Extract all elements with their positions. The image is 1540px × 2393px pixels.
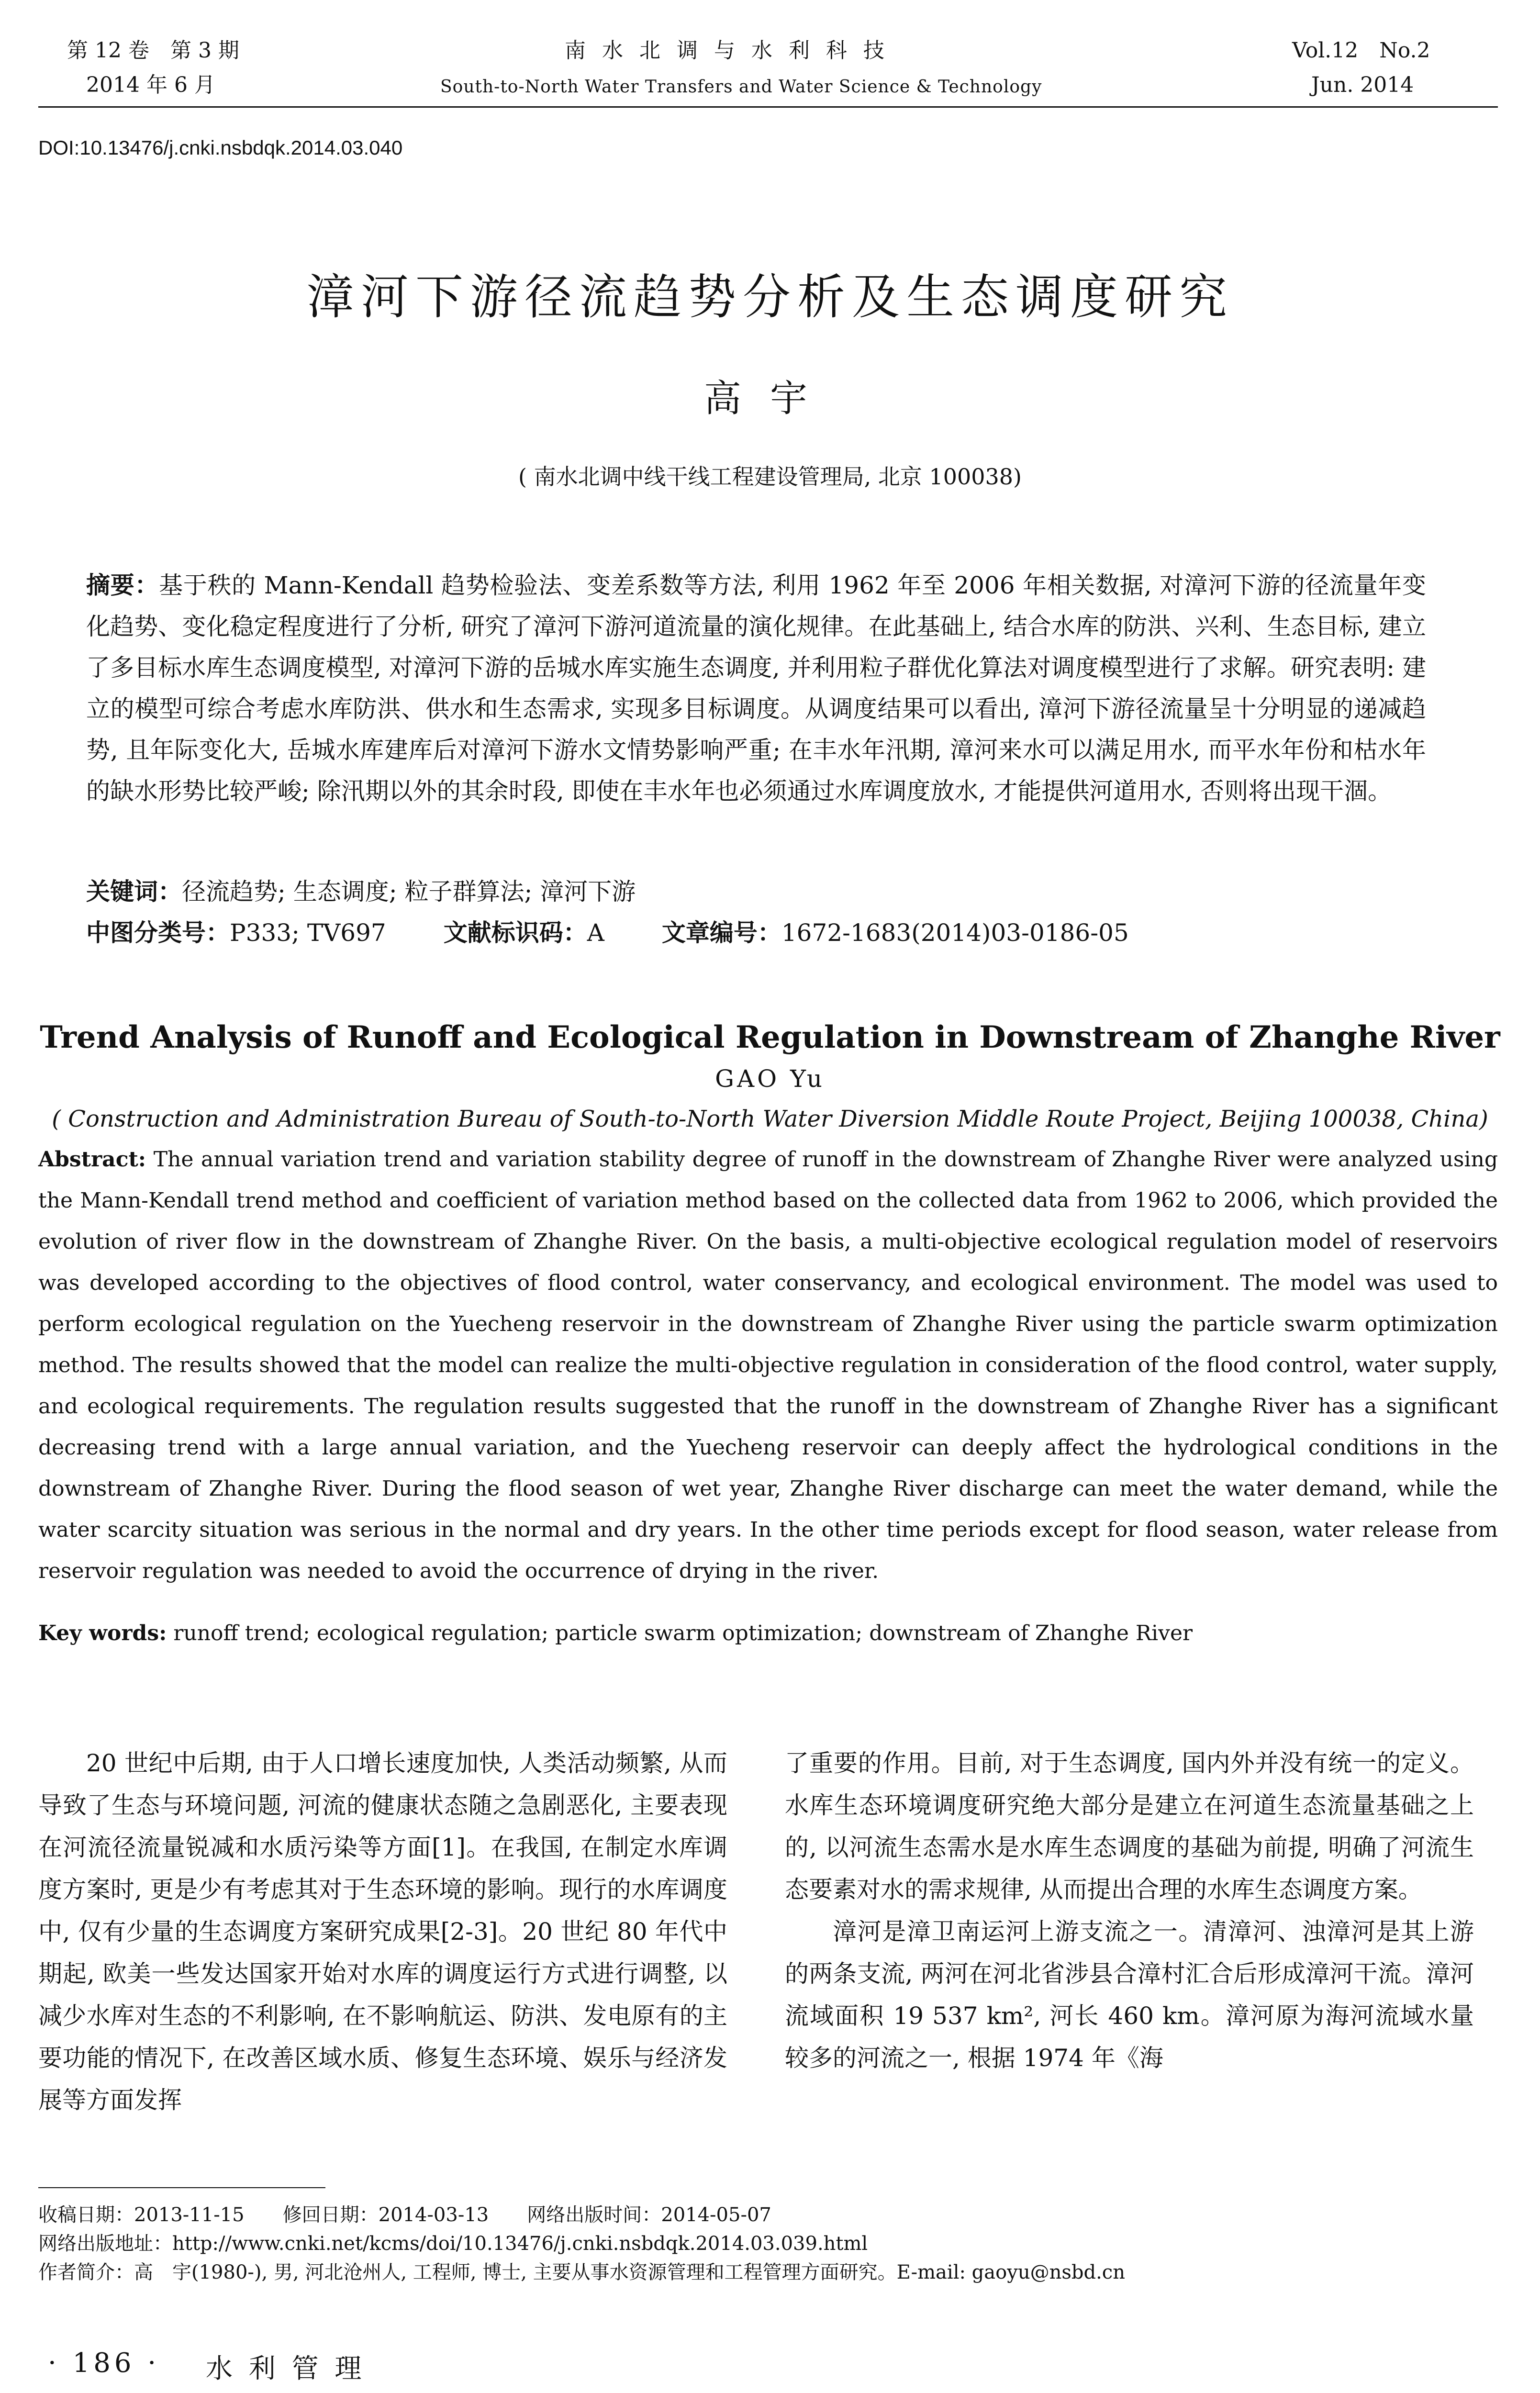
affiliation-cn: ( 南水北调中线干线工程建设管理局, 北京 100038) (518, 464, 1022, 490)
footnote-author: 作者简介：高 宇(1980-), 男, 河北沧州人, 工程师, 博士, 主要从事水资源管理和工程管理方面研究。E-mail: gaoyu@nsbd.cn (38, 2261, 1125, 2283)
title-en: Trend Analysis of Runoff and Ecological Regulation in Downstream of Zhanghe River (40, 1019, 1500, 1055)
abstract-en-text: The annual variation trend and variation stability degree of runoff in the downstream of Zhanghe River were analyzed using the Mann-Kendall trend method and coefficient of variation method based on the collected data from 1962 to 2006, which provided the evolution of river flow in the downstream of Zhanghe River. On the basis, a multi-objective ecological regulation model of reservoirs was developed according to the objectives of flood control, water conservancy, and ecological environment. The model was used to perform ecological regulation on the Yuecheng reservoir in the downstream of Zhanghe River using the particle swarm optimization method. The results showed that the model can realize the multi-objective regulation in consideration of the flood control, water supply, and ecological requirements. The regulation results suggested that the runoff in the downstream of Zhanghe River has a significant decreasing trend with a large annual variation, and the Yuecheng reservoir can deeply affect the hydrological conditions in the downstream of Zhanghe River. During the flood season of wet year, Zhanghe River discharge can meet the water demand, while the water scarcity situation was serious in the normal and dry years. In the other time periods except for flood season, water release from reservoir regulation was needed to avoid the occurrence of drying in the river. (38, 1147, 1498, 1583)
author-en: GAO Yu (715, 1065, 825, 1093)
title-cn: 漳河下游径流趋势分析及生态调度研究 (306, 269, 1234, 325)
doi: DOI:10.13476/j.cnki.nsbdqk.2014.03.040 (38, 136, 403, 159)
abstract-en-label: Abstract: (38, 1147, 146, 1172)
doc-code-label: 文献标识码： (443, 918, 587, 947)
clc-label: 中图分类号： (86, 918, 230, 947)
keywords-en (38, 1613, 1498, 1654)
keywords-en-label: Key words: (38, 1621, 167, 1645)
header-journal-cn: 南 水 北 调 与 水 利 科 技 (565, 38, 889, 63)
abstract-en (38, 1139, 1498, 1592)
clc-value: P333; TV697 (230, 919, 386, 947)
doc-code-value: A (587, 919, 604, 947)
page-number: · 186 · (48, 2348, 160, 2379)
keywords-cn-text: 径流趋势; 生态调度; 粒子群算法; 漳河下游 (182, 878, 636, 906)
footnote-dates: 收稿日期：2013-11-15 修回日期：2014-03-13 网络出版时间：2014-05-07 (38, 2204, 771, 2226)
body-right-column (785, 1742, 1474, 2079)
header-date-cn: 2014 年 6 月 (86, 73, 215, 97)
header-rule (38, 106, 1498, 108)
header-journal-en: South-to-North Water Transfers and Water Science & Technology (440, 77, 1042, 97)
abstract-cn-label: 摘要： (86, 571, 159, 599)
article-no-label: 文章编号： (661, 918, 781, 947)
footnote-url: 网络出版地址：http://www.cnki.net/kcms/doi/10.13476/j.cnki.nsbdqk.2014.03.039.html (38, 2233, 868, 2255)
abstract-cn-text: 基于秩的 Mann-Kendall 趋势检验法、变差系数等方法, 利用 1962 年至 2006 年相关数据, 对漳河下游的径流量年变化趋势、变化稳定程度进行了分析, 研究了漳河下游河道流量的演化规律。在此基础上, 结合水库的防洪、兴利、生态目标, 建立了多目标水库生态调度模型, 对漳河下游的岳城水库实施生态调度, 并利用粒子群优化算法对调度模型进行了求解。研究表明: 建立的模型可综合考虑水库防洪、供水和生态需求, 实现多目标调度。从调度结果可以看出, 漳河下游径流量呈十分明显的递减趋势, 且年际变化大, 岳城水库建库后对漳河下游水文情势影响严重; 在丰水年汛期, 漳河来水可以满足用水, 而平水年份和枯水年的缺水形势比较严峻; 除汛期以外的其余时段, 即使在丰水年也必须通过水库调度放水, 才能提供河道用水, 否则将出现干涸。 (86, 571, 1426, 805)
affiliation-en: ( Construction and Administration Bureau of South-to-North Water Diversion Middle Route Project, Beijing 100038, China) (52, 1106, 1488, 1132)
abstract-cn (86, 565, 1426, 812)
body-left-paragraph: 20 世纪中后期, 由于人口增长速度加快, 人类活动频繁, 从而导致了生态与环境问题, 河流的健康状态随之急剧恶化, 主要表现在河流径流量锐减和水质污染等方面[1]。在我国, 在制定水库调度方案时, 更是少有考虑其对于生态环境的影响。现行的水库调度中, 仅有少量的生态调度方案研究成果[2-3]。20 世纪 80 年代中期起, 欧美一些发达国家开始对水库的调度运行方式进行调整, 以减少水库对生态的不利影响, 在不影响航运、防洪、发电原有的主要功能的情况下, 在改善区域水质、修复生态环境、娱乐与经济发展等方面发挥 (38, 1749, 727, 2114)
header-volume-en: Vol.12 No.2 (1292, 38, 1430, 63)
author-cn: 高宇 (703, 377, 836, 420)
section-name: 水 利 管 理 (206, 2353, 366, 2384)
keywords-cn (86, 871, 1426, 912)
article-no-value: 1672-1683(2014)03-0186-05 (781, 919, 1129, 947)
body-right-paragraph-2: 漳河是漳卫南运河上游支流之一。清漳河、浊漳河是其上游的两条支流, 两河在河北省涉县合漳村汇合后形成漳河干流。漳河流域面积 19 537 km², 河长 460 km。漳河原为海河流域水量较多的河流之一, 根据 1974 年《海 (785, 1918, 1474, 2072)
header-date-en: Jun. 2014 (1311, 73, 1414, 97)
keywords-en-text: runoff trend; ecological regulation; particle swarm optimization; downstream of Zhanghe River (173, 1621, 1193, 1645)
body-left-column (38, 1742, 727, 2121)
header-volume-cn: 第 12 卷 第 3 期 (67, 38, 239, 63)
classification-cn (86, 912, 1426, 953)
footnote-rule (38, 2187, 325, 2188)
body-right-paragraph-1: 了重要的作用。目前, 对于生态调度, 国内外并没有统一的定义。水库生态环境调度研究绝大部分是建立在河道生态流量基础之上的, 以河流生态需水是水库生态调度的基础为前提, 明确了河流生态要素对水的需求规律, 从而提出合理的水库生态调度方案。 (785, 1749, 1474, 1903)
keywords-cn-label: 关键词： (86, 877, 182, 906)
